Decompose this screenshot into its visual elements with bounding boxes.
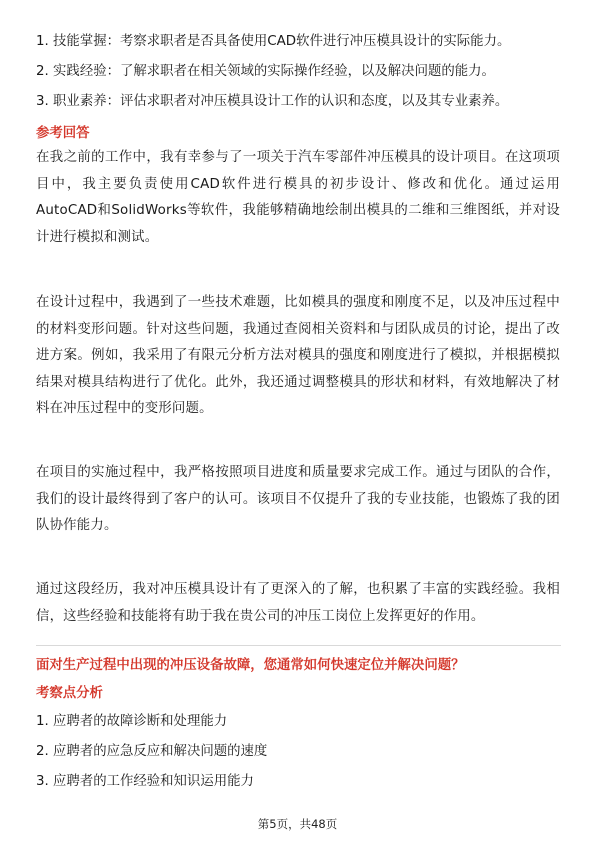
question-title: 面对生产过程中出现的冲压设备故障，您通常如何快速定位并解决问题？	[36, 658, 465, 673]
criteria-item: 1. 技能掌握：考察求职者是否具备使用CAD软件进行冲压模具设计的实际能力。	[36, 34, 511, 49]
answer-heading: 参考回答	[36, 126, 90, 141]
analysis-item: 2. 应聘者的应急反应和解决问题的速度	[36, 744, 268, 759]
answer-paragraph: 通过这段经历，我对冲压模具设计有了更深入的了解，也积累了丰富的实践经验。我相信，这些经验和技能将有助于我在贵公司的冲压工岗位上发挥更好的作用。	[36, 582, 560, 624]
analysis-item: 3. 应聘者的工作经验和知识运用能力	[36, 774, 254, 789]
answer-paragraph: 在设计过程中，我遇到了一些技术难题，比如模具的强度和刚度不足，以及冲压过程中的材料变形问题。针对这些问题，我通过查阅相关资料和与团队成员的讨论，提出了改进方案。例如，我采用了有限元分析方法对模具的强度和刚度进行了模拟，并根据模拟结果对模具结构进行了优化。此外，我还通过调整模具的形状和材料，有效地解决了材料在冲压过程中的变形问题。	[36, 295, 560, 416]
criteria-item: 2. 实践经验：了解求职者在相关领域的实际操作经验，以及解决问题的能力。	[36, 64, 495, 79]
analysis-heading: 考察点分析	[36, 686, 103, 701]
answer-paragraph: 在项目的实施过程中，我严格按照项目进度和质量要求完成工作。通过与团队的合作，我们的设计最终得到了客户的认可。该项目不仅提升了我的专业技能，也锻炼了我的团队协作能力。	[36, 465, 560, 533]
section-divider	[36, 645, 561, 646]
criteria-item: 3. 职业素养：评估求职者对冲压模具设计工作的认识和态度，以及其专业素养。	[36, 94, 509, 109]
answer-paragraph: 在我之前的工作中，我有幸参与了一项关于汽车零部件冲压模具的设计项目。在这项项目中，我主要负责使用CAD软件进行模具的初步设计、修改和优化。通过运用AutoCAD和SolidWorks等软件，我能够精确地绘制出模具的二维和三维图纸，并对设计进行模拟和测试。	[36, 150, 560, 245]
analysis-item: 1. 应聘者的故障诊断和处理能力	[36, 714, 228, 729]
page-number: 第5页，共48页	[257, 817, 338, 831]
